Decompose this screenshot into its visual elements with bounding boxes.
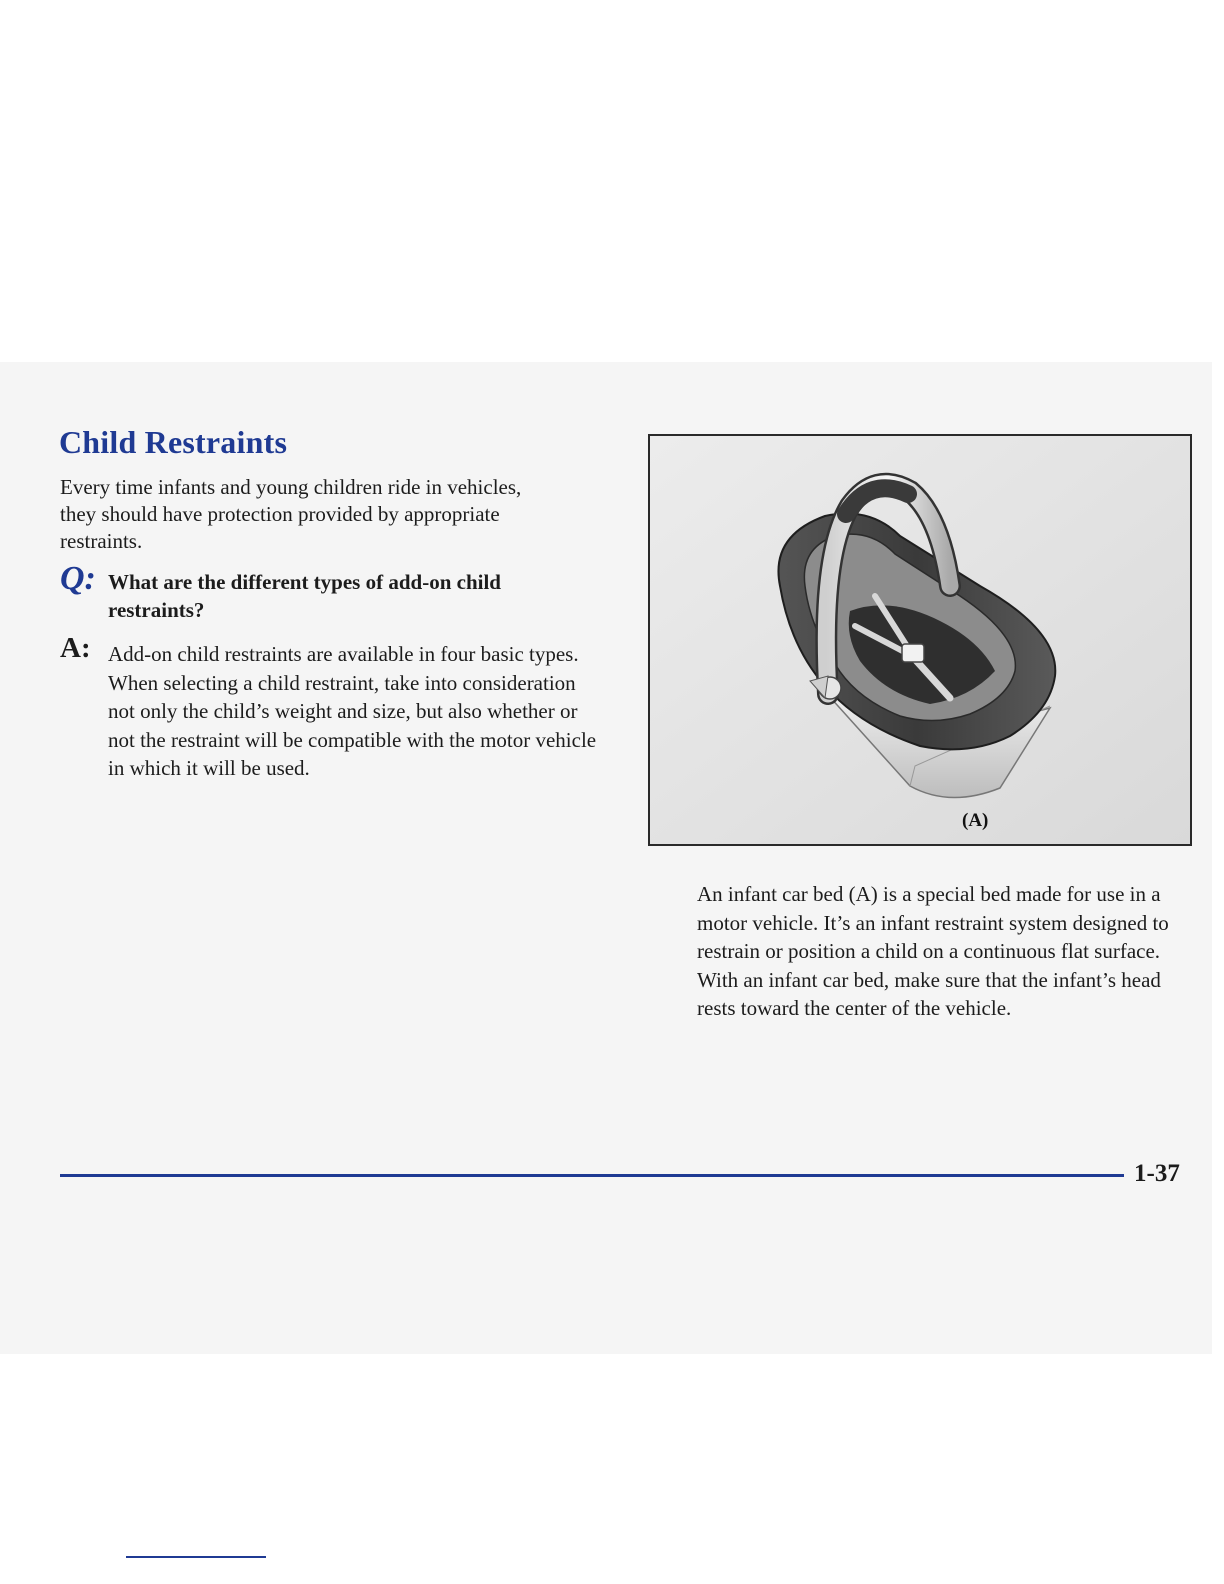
bottom-link-underline	[126, 1556, 266, 1558]
section-title: Child Restraints	[59, 424, 288, 460]
footer-rule	[60, 1174, 1124, 1177]
page-number: 1-37	[1134, 1160, 1180, 1187]
infant-car-bed-icon	[650, 436, 1190, 844]
question-marker: Q:	[60, 560, 96, 597]
infant-car-bed-figure	[648, 434, 1192, 846]
infant-car-bed-paragraph: An infant car bed (A) is a special bed made for use in a motor vehicle. It’s an infant restraint system designed to restrain or position a child on a continuous flat surface. With an infant car bed, make sure that the infant’s head rests toward the center of the vehicle.	[697, 882, 1169, 1020]
answer-text: Add-on child restraints are available in four basic types. When selecting a child restraint, take into consideration not only the child’s weight and size, but also whether or not the restraint will be compatible with the motor vehicle in which it will be used.	[108, 642, 597, 780]
intro-paragraph: Every time infants and young children ride in vehicles, they should have protection provided by appropriate restraints.	[60, 475, 522, 553]
figure-caption: (A)	[962, 810, 989, 831]
answer-marker: A:	[60, 632, 91, 664]
question-text: What are the different types of add-on child restraints?	[108, 570, 501, 622]
